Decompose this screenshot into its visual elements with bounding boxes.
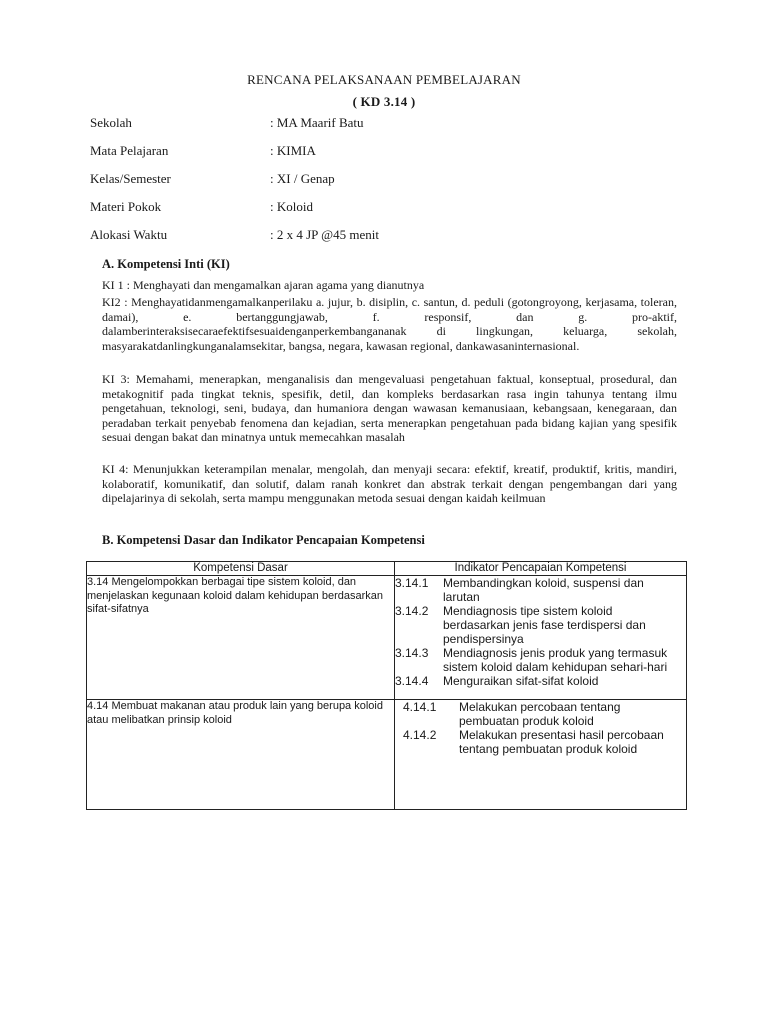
meta-label-alokasi-waktu: Alokasi Waktu bbox=[90, 227, 168, 242]
meta-value-sekolah: : MA Maarif Batu bbox=[270, 115, 364, 130]
kd-cell: 3.14 Mengelompokkan berbagai tipe sistem koloid, dan menjelaskan kegunaan koloid dalam kehidupan berdasarkan sifat-sifatnya bbox=[87, 576, 395, 700]
meta-value-materi-pokok: : Koloid bbox=[270, 199, 313, 214]
indicator-item bbox=[395, 646, 686, 674]
indicator-text: Membandingkan koloid, suspensi dan larutan bbox=[443, 576, 644, 604]
indicator-code: 4.14.1 bbox=[403, 700, 437, 714]
section-a-heading: A. Kompetensi Inti (KI) bbox=[102, 257, 230, 271]
ki-2: KI2 : Menghayatidanmengamalkanperilaku a. jujur, b. disiplin, c. santun, d. peduli (gotongroyong, kerjasama, toleran, damai), e. bertanggungjawab, f. responsif, dan g. pro-aktif, dalamberinteraksisecaraefektifsesuaidenganperkembangananak di lingkungan, keluarga, sekolah, masyarakatdanlingkunganalamsekitar, bangsa, negara, kawasan regional, dankawasaninternasional. bbox=[102, 295, 677, 353]
document-title: RENCANA PELAKSANAAN PEMBELAJARAN bbox=[247, 72, 521, 87]
indicator-text: Melakukan percobaan tentang pembuatan produk koloid bbox=[459, 700, 621, 728]
indicator-cell bbox=[395, 700, 687, 810]
meta-label-mata-pelajaran: Mata Pelajaran bbox=[90, 143, 169, 158]
kd-cell: 4.14 Membuat makanan atau produk lain yang berupa koloid atau melibatkan prinsip koloid bbox=[87, 700, 395, 810]
indicator-text: Melakukan presentasi hasil percobaan tentang pembuatan produk koloid bbox=[459, 728, 664, 756]
ki-4: KI 4: Menunjukkan keterampilan menalar, mengolah, dan menyaji secara: efektif, kreatif, produktif, kritis, mandiri, kolaboratif, komunikatif, dan solutif, dalam ranah konkret dan abstrak terkait dengan pengembangan dari yang dipelajarinya di sekolah, serta mampu menggunakan metoda sesuai dengan kaidah keilmuan bbox=[102, 462, 677, 506]
meta-value-alokasi-waktu: : 2 x 4 JP @45 menit bbox=[270, 227, 379, 242]
indicator-item bbox=[395, 674, 686, 688]
indicator-item bbox=[395, 604, 686, 646]
indicator-code: 3.14.1 bbox=[395, 576, 429, 590]
indicator-text: Mendiagnosis jenis produk yang termasuk sistem koloid dalam kehidupan sehari-hari bbox=[443, 646, 668, 674]
section-b-heading: B. Kompetensi Dasar dan Indikator Pencapaian Kompetensi bbox=[102, 533, 425, 547]
meta-label-sekolah: Sekolah bbox=[90, 115, 132, 130]
indicator-code: 4.14.2 bbox=[403, 728, 437, 742]
ki-3: KI 3: Memahami, menerapkan, menganalisis dan mengevaluasi pengetahuan faktual, konseptual, prosedural, dan metakognitif pada tingkat teknis, spesifik, detil, dan kompleks berdasarkan rasa ingin tahunya tentang ilmu pengetahuan, teknologi, seni, budaya, dan humaniora dengan wawasan kemanusiaan, kebangsaan, kenegaraan, dan peradaban terkait penyebab fenomena dan kejadian, serta menerapkan pengetahuan pada bidang kajian yang spesifik sesuai dengan bakat dan minatnya untuk memecahkan masalah bbox=[102, 372, 677, 445]
indicator-code: 3.14.2 bbox=[395, 604, 429, 618]
indicator-cell bbox=[395, 576, 687, 700]
meta-value-mata-pelajaran: : KIMIA bbox=[270, 143, 316, 158]
document-subtitle: ( KD 3.14 ) bbox=[352, 94, 416, 109]
table-row bbox=[87, 576, 687, 700]
indicator-text: Mendiagnosis tipe sistem koloid berdasarkan jenis fase terdispersi dan pendispersinya bbox=[443, 604, 646, 646]
kd-indicator-table bbox=[86, 561, 687, 810]
indicator-item bbox=[395, 700, 686, 728]
ki-1: KI 1 : Menghayati dan mengamalkan ajaran agama yang dianutnya bbox=[102, 278, 425, 292]
indicator-item bbox=[395, 728, 686, 756]
indicator-code: 3.14.4 bbox=[395, 674, 429, 688]
table-header-row bbox=[87, 562, 687, 576]
meta-label-materi-pokok: Materi Pokok bbox=[90, 199, 162, 214]
meta-value-kelas-semester: : XI / Genap bbox=[270, 171, 335, 186]
col-header-indicator: Indikator Pencapaian Kompetensi bbox=[395, 562, 687, 576]
indicator-item bbox=[395, 576, 686, 604]
meta-label-kelas-semester: Kelas/Semester bbox=[90, 171, 171, 186]
indicator-code: 3.14.3 bbox=[395, 646, 429, 660]
col-header-kd: Kompetensi Dasar bbox=[87, 562, 395, 576]
table-row bbox=[87, 700, 687, 810]
indicator-text: Menguraikan sifat-sifat koloid bbox=[443, 674, 599, 688]
